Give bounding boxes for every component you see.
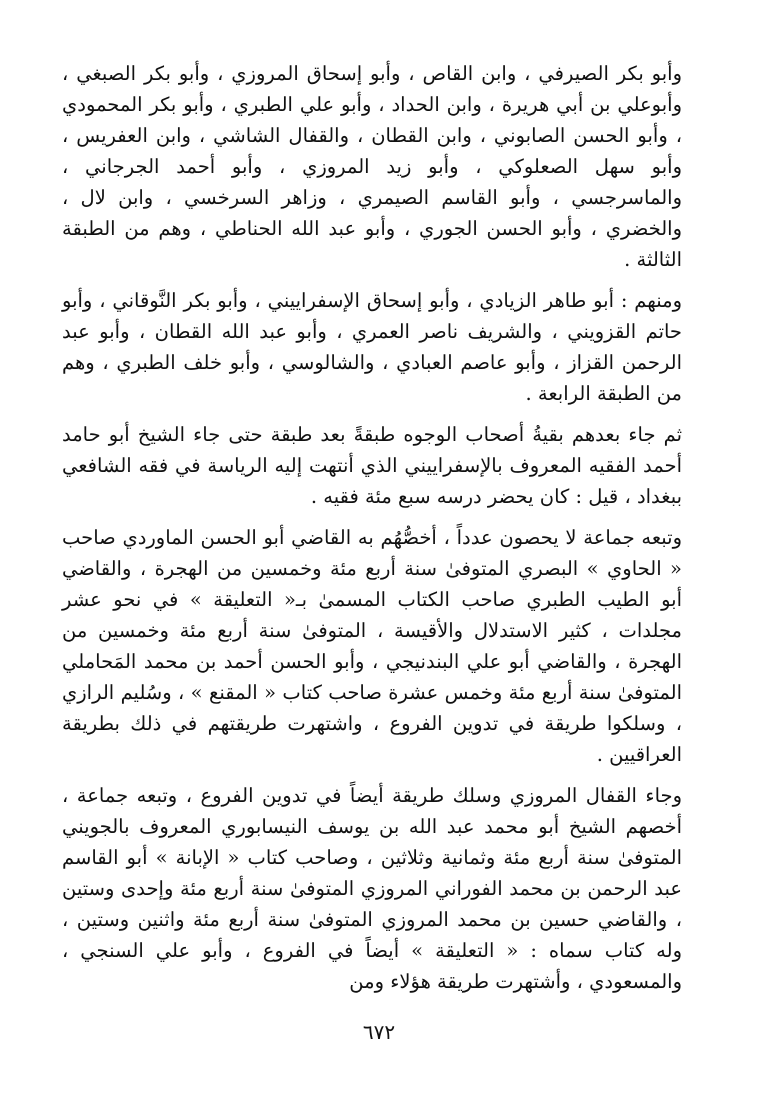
paragraph-fourth-tier-scholars: ومنهم : أبو طاهر الزيادي ، وأبو إسحاق الإسفراييني ، وأبو بكر النَّوقاني ، وأبو حاتم القزويني ، والشريف ناصر العمري ، وأبو عبد الله القطان ، وأبو عبد الرحمن القزاز ، وأبو عاصم العبادي ، والشالوسي ، وأبو خلف الطبري ، وهم من الطبقة الرابعة . xyxy=(62,289,682,405)
page-number: ٦٧٢ xyxy=(362,1020,396,1044)
paragraph-khurasani-method: وجاء القفال المروزي وسلك طريقة أيضاً في تدوين الفروع ، وتبعه جماعة ، أخصهم الشيخ أبو محمد عبد الله بن يوسف النيسابوري المعروف بالجويني المتوفىٰ سنة أربع مئة وثمانية وثلاثين ، وصاحب كتاب « الإبانة » أبو القاسم عبد الرحمن بن محمد الفوراني المروزي المتوفىٰ سنة أربع مئة وإحدى وستين ، والقاضي حسين بن محمد المروزي المتوفىٰ سنة أربع مئة واثنين وستين ، وله كتاب سماه : « التعليقة » أيضاً في الفروع ، وأبو علي السنجي ، والمسعودي ، وأشتهرت طريقة هؤلاء ومن xyxy=(62,784,682,993)
paragraph-abu-hamid: ثم جاء بعدهم بقيةُ أصحاب الوجوه طبقةً بعد طبقة حتى جاء الشيخ أبو حامد أحمد الفقيه المعروف بالإسفراييني الذي أنتهت إليه الرياسة في فقه الشافعي ببغداد ، قيل : كان يحضر درسه سبع مئة فقيه . xyxy=(62,423,682,508)
paragraph-third-tier-scholars: وأبو بكر الصيرفي ، وابن القاص ، وأبو إسحاق المروزي ، وأبو بكر الصبغي ، وأبوعلي بن أبي هريرة ، وابن الحداد ، وأبو علي الطبري ، وأبو بكر المحمودي ، وأبو الحسن الصابوني ، وابن القطان ، والقفال الشاشي ، وابن العفريس ، وأبو سهل الصعلوكي ، وأبو زيد المروزي ، وأبو أحمد الجرجاني ، والماسرجسي ، وأبو القاسم الصيمري ، وزاهر السرخسي ، وابن لال ، والخضري ، وأبو الحسن الجوري ، وأبو عبد الله الحناطي ، وهم من الطبقة الثالثة . xyxy=(62,62,682,271)
paragraph-iraqi-method: وتبعه جماعة لا يحصون عدداً ، أخصُّهُم به القاضي أبو الحسن الماوردي صاحب « الحاوي » البصري المتوفىٰ سنة أربع مئة وخمسين من الهجرة ، والقاضي أبو الطيب الطبري صاحب الكتاب المسمىٰ بـ« التعليقة » في نحو عشر مجلدات ، كثير الاستدلال والأقيسة ، المتوفىٰ سنة أربع مئة وخمسين من الهجرة ، والقاضي أبو علي البندنيجي ، وأبو الحسن أحمد بن محمد المَحاملي المتوفىٰ سنة أربع مئة وخمس عشرة صاحب كتاب « المقنع » ، وسُليم الرازي ، وسلكوا طريقة في تدوين الفروع ، واشتهرت طريقتهم في ذلك بطريقة العراقيين . xyxy=(62,526,682,766)
book-page xyxy=(62,58,682,997)
